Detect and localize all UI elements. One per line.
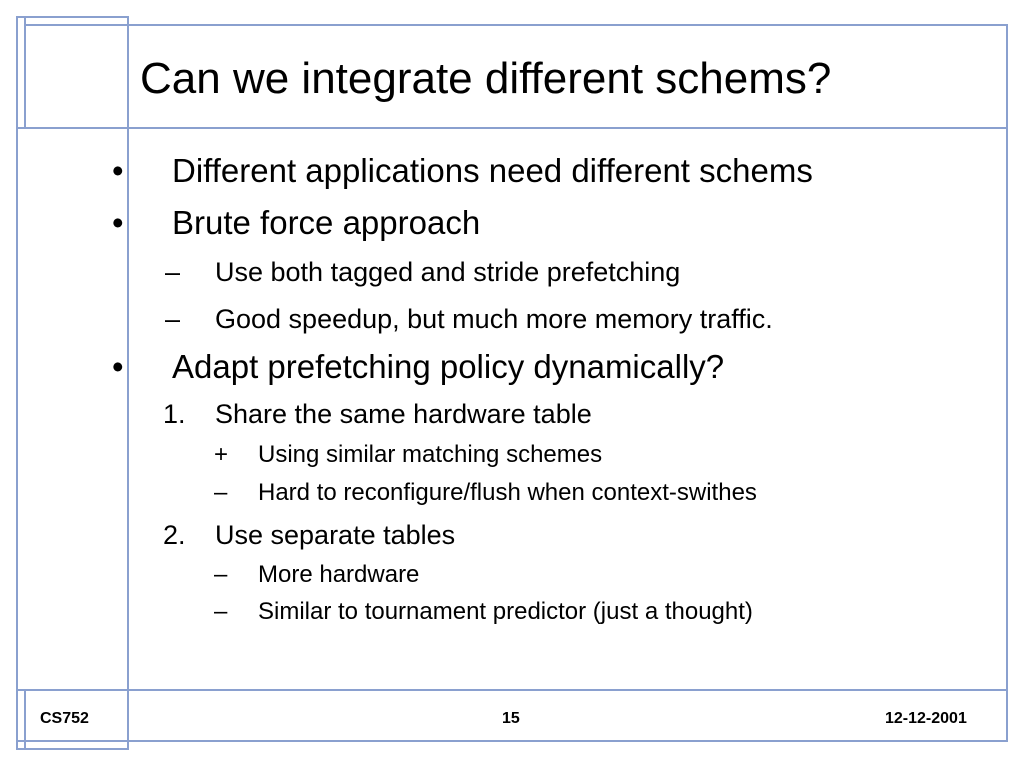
bullet-text: Similar to tournament predictor (just a thought) [258,598,753,625]
bullet-marker: • [112,152,124,189]
bullet-text: Adapt prefetching policy dynamically? [172,348,725,385]
bullet-marker: – [214,561,228,588]
footer-course: CS752 [40,710,89,727]
footer-bottom-rule [16,740,1008,742]
bullet-text: Hard to reconfigure/flush when context-swithes [258,479,757,506]
title-top-rule [16,16,129,18]
bullet-text: Share the same hardware table [215,399,592,429]
frame-left-short-bottom [24,689,26,750]
bullet-text: Different applications need different schems [172,152,813,189]
slide-title: Can we integrate different schems? [140,54,832,103]
bullet-marker: • [112,348,124,385]
bullet-marker: – [165,257,181,287]
bullet-marker: – [165,304,181,334]
frame-bottom-short [16,748,129,750]
frame-left-short-top [24,16,26,128]
bullet-marker: – [214,479,228,506]
footer-date: 12-12-2001 [885,710,967,727]
bullet-marker: • [112,204,124,241]
bullet-text: Brute force approach [172,204,481,241]
number-marker: 2. [163,520,186,550]
bullet-text: Good speedup, but much more memory traffic. [215,304,773,334]
number-marker: 1. [163,399,186,429]
title-bottom-rule [16,127,1008,129]
bullet-text: Use separate tables [215,520,456,550]
bullet-text: More hardware [258,561,420,588]
title-top-rule-long [24,24,1008,26]
bullet-text: Using similar matching schemes [258,441,603,468]
bullet-marker: + [214,441,229,468]
footer-page-number: 15 [502,710,520,727]
frame-right [1006,24,1008,742]
bullet-marker: – [214,598,228,625]
bullet-text: Use both tagged and stride prefetching [215,257,681,287]
footer-top-rule [16,689,1008,691]
